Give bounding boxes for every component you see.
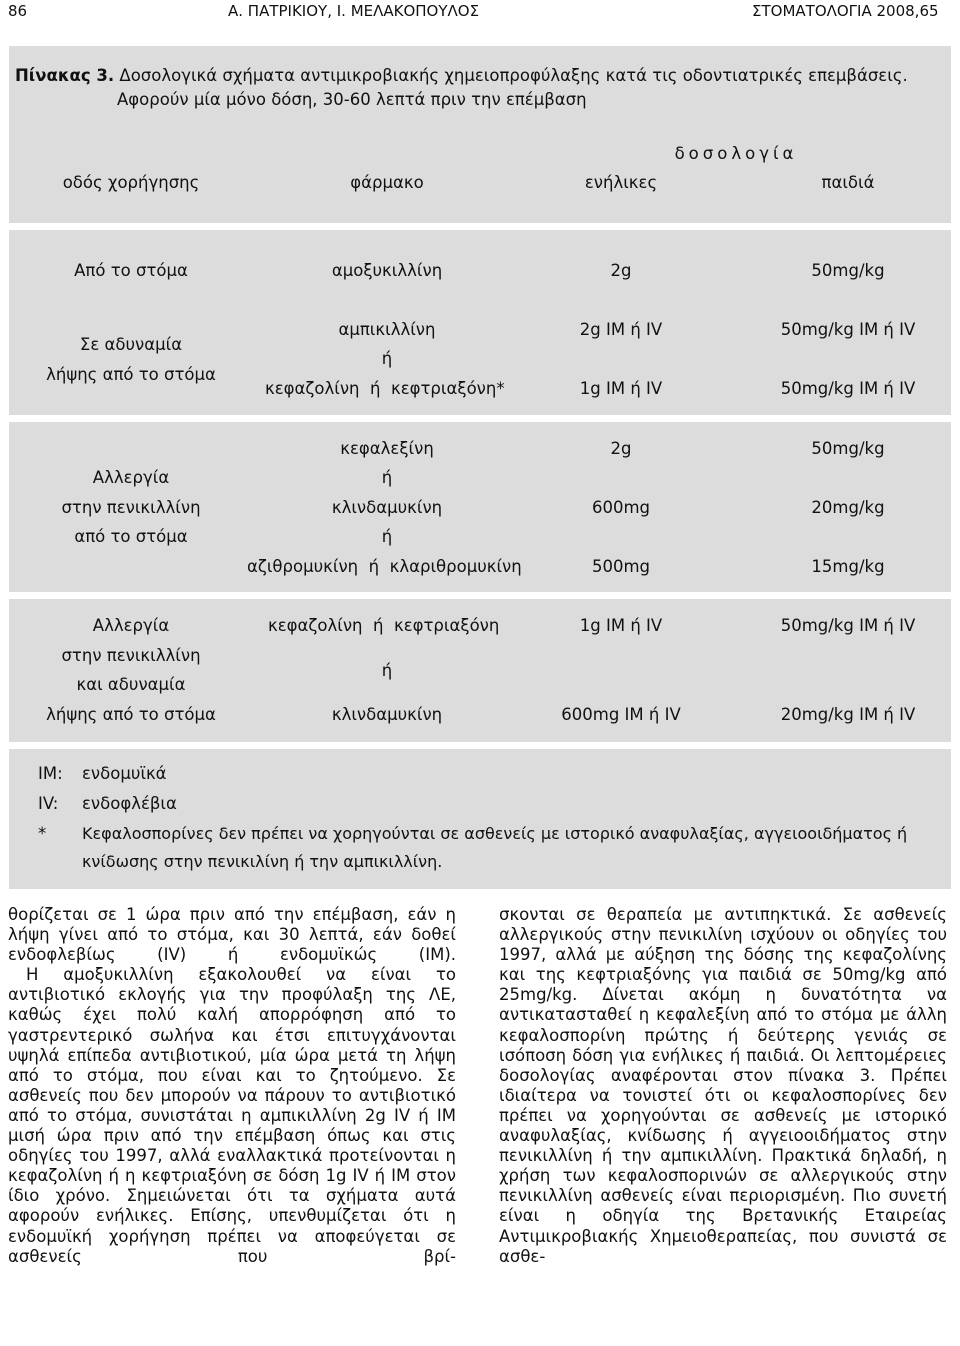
note-star-key: * <box>38 824 47 843</box>
running-header <box>0 0 960 40</box>
page-number: 86 <box>8 2 28 20</box>
row3-child1: 50mg/kg <box>811 439 885 458</box>
row3-child2: 20mg/kg <box>811 498 885 517</box>
row3-drug3 <box>247 557 522 576</box>
table-caption <box>15 66 908 85</box>
row3-or-inline: ή <box>368 557 380 576</box>
row4-or-inline: ή <box>373 616 384 635</box>
row4-adult2: 600mg IM ή IV <box>561 705 681 724</box>
right-paragraph-1: σκονται σε θεραπεία με αντιπηκτικά. Σε ασθενείς αλλεργικούς στην πενικιλίνη ισχύουν οι οδηγίες του 1997, αλλά με αύξηση της δόσης της κεφαζολίνης και της κεφτριαξόνης για παιδιά σε 50mg/kg από 25mg/kg. Δίνεται ακόμη η δυνατότητα να αντικατασταθεί η κεφαλεξίνη από το στόμα με άλλη κεφαλοσπορίνη πρώτης ή δεύτερης γενιάς σε ισόποση δόση για ενήλικες ή παιδιά. Οι λεπτομέρειες δοσολογίας αναφέρονται στον πίνακα 3. Πρέπει ιδιαίτερα να τονιστεί ότι οι κεφαλοσπορίνες δεν πρέπει να χορηγούνται σε ασθενείς με ιστορικό αναφυλαξίας, κνίδωσης ή αγγειοοιδήματος στην πενικιλλίνη ή την αμπικιλλίνη. Πρακτικά δηλαδή, η χρήση των κεφαλοσπορινών σε αλλεργικούς στην πενικιλλίνη ασθενείς είναι περιορισμένη. Πιο συνετή είναι η οδηγία της Βρετανικής Εταιρείας Αντιμικροβιακής Χημειοθεραπείας, που συνιστά σε ασθε- <box>499 905 947 1266</box>
row2-adult2: 1g IM ή IV <box>579 379 663 398</box>
row-separator <box>9 223 951 230</box>
row2-drug2a: κεφαζολίνη <box>265 379 360 398</box>
row4-child1: 50mg/kg IM ή IV <box>780 616 916 635</box>
row4-child2: 20mg/kg IM ή IV <box>780 705 916 724</box>
caption-text: Δοσολογικά σχήματα αντιμικροβιακής χημειοπροφύλαξης κατά τις οδοντιατρικές επεμβάσεις. <box>119 66 908 85</box>
note-im-key: IM: <box>38 764 63 783</box>
body-column-left <box>8 905 456 1267</box>
note-iv-key: IV: <box>38 794 59 813</box>
note-star-line1: Κεφαλοσπορίνες δεν πρέπει να χορηγούνται σε ασθενείς με ιστορικό αναφυλαξίας, αγγειοοιδήματος ή <box>82 824 908 843</box>
row3-adult3: 500mg <box>591 557 651 576</box>
row4-drug2: κλινδαμυκίνη <box>331 705 443 724</box>
row3-route-line1: Αλλεργία <box>92 468 170 487</box>
caption-label: Πίνακας 3. <box>15 66 115 85</box>
row3-drug1: κεφαλεξίνη <box>340 439 434 458</box>
row3-or1: ή <box>381 468 393 487</box>
row2-drug1: αμπικιλλίνη <box>338 320 436 339</box>
row2-route-line1: Σε αδυναμία <box>79 335 183 354</box>
row4-or: ή <box>381 661 393 680</box>
col-header-children: παιδιά <box>821 173 875 192</box>
row2-child1: 50mg/kg IM ή IV <box>780 320 916 339</box>
note-iv-value: ενδοφλέβια <box>82 794 177 813</box>
left-paragraph-1: θορίζεται σε 1 ώρα πριν από την επέμβαση, εάν η λήψη γίνει από το στόμα, και 30 λεπτά, εάν δοθεί ενδοφλεβίως (IV) ή ενδομυϊκώς (IM). <box>8 905 456 965</box>
row4-route-line2: στην πενικιλλίνη <box>61 646 201 665</box>
row-separator <box>9 415 951 422</box>
row3-route-line2: στην πενικιλλίνη <box>61 498 201 517</box>
row2-drug2 <box>265 379 505 398</box>
note-star-line2: κνίδωσης στην πενικιλίνη ή την αμπικιλλίνη. <box>82 852 443 871</box>
row3-drug3b: κλαριθρομυκίνη <box>389 557 522 576</box>
col-header-adults: ενήλικες <box>584 173 658 192</box>
col-header-drug: φάρμακο <box>350 173 424 192</box>
header-authors: Α. ΠΑΤΡΙΚΙΟΥ, Ι. ΜΕΛΑΚΟΠΟΥΛΟΣ <box>228 2 480 20</box>
row3-drug3a: αζιθρομυκίνη <box>247 557 359 576</box>
note-im-value: ενδομυϊκά <box>82 764 167 783</box>
row3-adult2: 600mg <box>591 498 651 517</box>
row1-drug: αμοξυκιλλίνη <box>331 261 443 280</box>
row-separator <box>9 592 951 599</box>
row4-route-line4: λήψης από το στόμα <box>46 705 216 724</box>
row2-route-line2: λήψης από το στόμα <box>46 365 216 384</box>
dosage-group-header: δοσολογία <box>674 144 798 163</box>
row2-or-inline: ή <box>370 379 381 398</box>
row-separator <box>9 742 951 749</box>
col-header-route: οδός χορήγησης <box>62 173 200 192</box>
header-journal: ΣΤΟΜΑΤΟΛΟΓΙΑ 2008,65 <box>752 2 939 20</box>
row3-or2: ή <box>381 527 393 546</box>
dosage-table <box>9 46 951 889</box>
caption-line2: Αφορούν μία μόνο δόση, 30-60 λεπτά πριν την επέμβαση <box>117 90 587 109</box>
body-column-right <box>499 905 947 1267</box>
left-paragraph-2: Η αμοξυκιλλίνη εξακολουθεί να είναι το αντιβιοτικό εκλογής για την προφύλαξη της ΛΕ, καθώς έχει πολύ καλή απορρόφηση από το γαστρεντερικό σωλήνα και έτσι επιτυγχάνονται υψηλά επίπεδα αντιβιοτικού, μία ώρα μετά τη λήψη από το στόμα, που είναι και το ζητούμενο. Σε ασθενείς που δεν μπορούν να πάρουν το αντιβιοτικό από το στόμα, συνιστάται η αμπικιλλίνη 2g IV ή IM μισή ώρα πριν από την επέμβαση όπως και στις οδηγίες του 1997, αλλά εναλλακτικά προτείνονται η κεφαζολίνη ή η κεφτριαξόνη σε δόση 1g IV ή IM στον ίδιο χρόνο. Σημειώνεται ότι τα σχήματα αυτά αφορούν ενήλικες. Επίσης, υπενθυμίζεται ότι η ενδομυϊκή χορήγηση πρέπει να αποφεύγεται σε ασθενείς που βρί- <box>8 965 456 1266</box>
row4-adult1: 1g IM ή IV <box>579 616 663 635</box>
row4-drug1 <box>268 616 499 635</box>
row4-route-line1: Αλλεργία <box>92 616 170 635</box>
row4-route-line3: και αδυναμία <box>76 675 186 694</box>
row3-child3: 15mg/kg <box>811 557 885 576</box>
row3-route-line3: από το στόμα <box>74 527 188 546</box>
row2-drug2b: κεφτριαξόνη* <box>390 379 505 398</box>
row2-or: ή <box>381 349 393 368</box>
row1-adult: 2g <box>610 261 632 280</box>
row2-adult1: 2g IM ή IV <box>579 320 663 339</box>
row3-adult1: 2g <box>610 439 632 458</box>
row1-route: Από το στόμα <box>74 261 188 280</box>
row4-drug1b: κεφτριαξόνη <box>393 616 500 635</box>
row1-child: 50mg/kg <box>811 261 885 280</box>
row3-drug2: κλινδαμυκίνη <box>331 498 443 517</box>
row2-child2: 50mg/kg IM ή IV <box>780 379 916 398</box>
row4-drug1a: κεφαζολίνη <box>268 616 363 635</box>
